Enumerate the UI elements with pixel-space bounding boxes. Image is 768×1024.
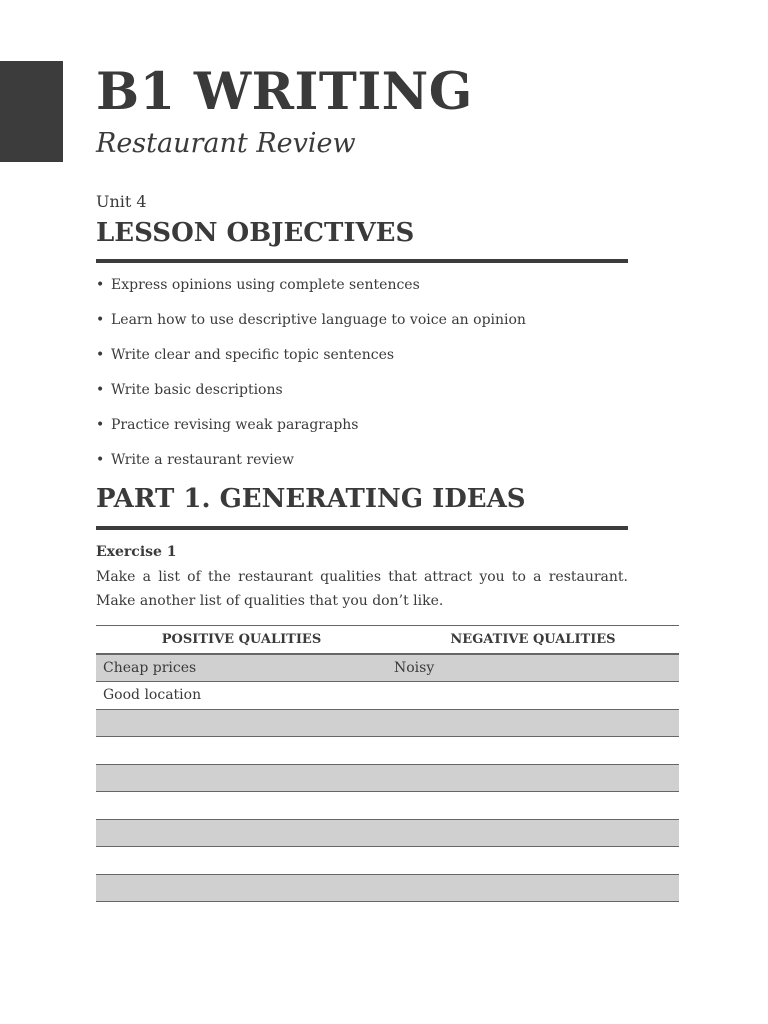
objective-text: Learn how to use descriptive language to voice an opinion <box>111 312 526 328</box>
page-subtitle: Restaurant Review <box>96 128 356 159</box>
bullet-icon: • <box>96 417 105 433</box>
lesson-objectives-heading: LESSON OBJECTIVES <box>96 218 415 248</box>
table-row <box>96 874 679 902</box>
objective-item <box>96 309 526 344</box>
negative-qualities-header: NEGATIVE QUALITIES <box>450 632 616 647</box>
positive-qualities-header: POSITIVE QUALITIES <box>161 632 322 647</box>
section-divider <box>96 259 628 263</box>
table-row <box>96 792 679 820</box>
objective-item <box>96 344 526 379</box>
bullet-icon: • <box>96 382 105 398</box>
negative-quality-cell[interactable]: Noisy <box>394 659 435 676</box>
objective-text: Express opinions using complete sentences <box>111 277 420 293</box>
objective-text: Write clear and specific topic sentences <box>111 347 395 363</box>
table-row <box>96 682 679 710</box>
table-row <box>96 847 679 875</box>
page-title: B1 WRITING <box>96 62 473 122</box>
table-row <box>96 819 679 847</box>
objectives-list <box>96 274 526 484</box>
exercise-instructions: Make a list of the restaurant qualities that attract you to a restaurant. Make another list of qualities that you don’t like. <box>96 569 628 609</box>
unit-label: Unit 4 <box>96 192 147 211</box>
table-row <box>96 764 679 792</box>
positive-quality-cell[interactable]: Good location <box>103 687 202 704</box>
bullet-icon: • <box>96 277 105 293</box>
objective-item <box>96 274 526 309</box>
part1-heading: PART 1. GENERATING IDEAS <box>96 484 526 514</box>
bullet-icon: • <box>96 347 105 363</box>
objective-text: Write a restaurant review <box>111 452 295 468</box>
objective-item <box>96 449 526 484</box>
bullet-icon: • <box>96 452 105 468</box>
objective-text: Write basic descriptions <box>111 382 283 398</box>
decorative-side-block <box>0 61 63 162</box>
qualities-table <box>96 625 679 902</box>
section-divider <box>96 526 628 530</box>
objective-item <box>96 414 526 449</box>
objective-text: Practice revising weak paragraphs <box>111 417 359 433</box>
positive-quality-cell[interactable]: Cheap prices <box>103 659 197 676</box>
table-header-row <box>96 625 679 654</box>
table-row <box>96 654 679 682</box>
objective-item <box>96 379 526 414</box>
table-row <box>96 737 679 765</box>
exercise-title: Exercise 1 <box>96 544 177 560</box>
table-row <box>96 709 679 737</box>
bullet-icon: • <box>96 312 105 328</box>
